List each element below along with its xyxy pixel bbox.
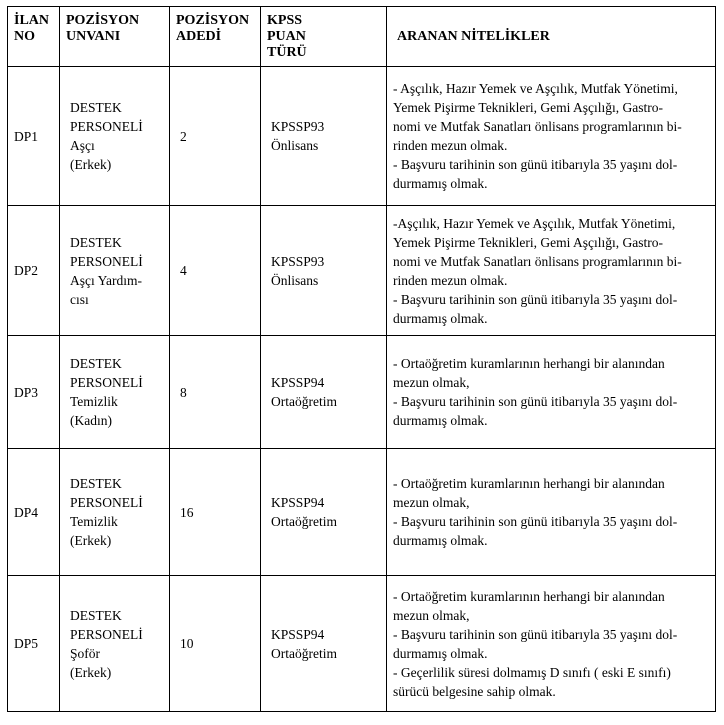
requirement-line: durmamış olmak. xyxy=(393,645,488,661)
ilan-no-cell: DP3 xyxy=(8,336,60,449)
pozisyon-unvani-cell xyxy=(60,336,170,449)
header-pozisyon-adedi: POZİSYON ADEDİ xyxy=(170,7,261,67)
requirement-line: mezun olmak, xyxy=(393,495,470,510)
pozisyon-adedi-cell: 16 xyxy=(170,449,261,576)
kpss-line: KPSSP93 xyxy=(271,119,325,134)
table-row xyxy=(8,206,716,336)
requirement-line: - Başvuru tarihinin son günü itibarıyla 35 yaşını dol- xyxy=(393,157,678,172)
requirement-line: durmamış olmak. xyxy=(393,413,488,428)
requirement-line: mezun olmak, xyxy=(393,607,470,623)
requirement-line: - Başvuru tarihinin son günü itibarıyla 35 yaşını dol- xyxy=(393,394,678,409)
unvan-line: PERSONELİ xyxy=(70,495,143,510)
pozisyon-unvani-cell xyxy=(60,67,170,206)
requirement-line: - Başvuru tarihinin son günü itibarıyla 35 yaşını dol- xyxy=(393,514,678,529)
requirement-line: - Başvuru tarihinin son günü itibarıyla 35 yaşını dol- xyxy=(393,626,678,642)
pozisyon-unvani-cell xyxy=(60,206,170,336)
kpss-puan-turu-cell xyxy=(261,67,387,206)
unvan-line: DESTEK xyxy=(70,607,122,623)
requirement-line: -Aşçılık, Hazır Yemek ve Aşçılık, Mutfak Yönetimi, xyxy=(393,215,676,231)
kpss-line: Önlisans xyxy=(271,138,319,153)
kpss-puan-turu-cell xyxy=(261,449,387,576)
header-aranan-nitelikler: ARANAN NİTELİKLER xyxy=(387,7,716,67)
kpss-line: KPSSP94 xyxy=(271,375,325,390)
table-row xyxy=(8,336,716,449)
unvan-line: DESTEK xyxy=(70,100,122,115)
ilan-no-cell: DP5 xyxy=(8,576,60,712)
kpss-line: Ortaöğretim xyxy=(271,394,337,409)
requirement-line: rinden mezun olmak. xyxy=(393,272,508,288)
table-row xyxy=(8,67,716,206)
ilan-no-cell: DP4 xyxy=(8,449,60,576)
requirement-line: durmamış olmak. xyxy=(393,310,488,326)
table-row xyxy=(8,449,716,576)
unvan-line: Aşçı xyxy=(70,138,95,153)
pozisyon-unvani-cell xyxy=(60,576,170,712)
unvan-line: DESTEK xyxy=(70,476,122,491)
requirement-line: sürücü belgesine sahip olmak. xyxy=(393,683,556,699)
requirement-line: - Ortaöğretim kuramlarının herhangi bir alanından xyxy=(393,356,665,371)
unvan-line: (Erkek) xyxy=(70,157,112,172)
unvan-line: DESTEK xyxy=(70,356,122,371)
unvan-line: Temizlik xyxy=(70,514,118,529)
aranan-nitelikler-cell xyxy=(387,336,716,449)
header-ilan-no: İLAN NO xyxy=(8,7,60,67)
requirement-line: rinden mezun olmak. xyxy=(393,138,508,153)
unvan-line: cısı xyxy=(70,291,89,307)
pozisyon-adedi-cell: 2 xyxy=(170,67,261,206)
requirement-line: - Ortaöğretim kuramlarının herhangi bir alanından xyxy=(393,588,665,604)
unvan-line: Temizlik xyxy=(70,394,118,409)
kpss-puan-turu-cell xyxy=(261,576,387,712)
aranan-nitelikler-cell xyxy=(387,67,716,206)
unvan-line: (Erkek) xyxy=(70,533,112,548)
unvan-line: PERSONELİ xyxy=(70,253,143,269)
unvan-line: PERSONELİ xyxy=(70,626,143,642)
header-kpss-puan-turu: KPSS PUAN TÜRÜ xyxy=(261,7,387,67)
requirement-line: durmamış olmak. xyxy=(393,176,488,191)
requirement-line: - Ortaöğretim kuramlarının herhangi bir alanından xyxy=(393,476,665,491)
ilan-no-cell: DP1 xyxy=(8,67,60,206)
kpss-line: KPSSP94 xyxy=(271,626,325,642)
aranan-nitelikler-cell xyxy=(387,576,716,712)
unvan-line: Aşçı Yardım- xyxy=(70,272,143,288)
unvan-line: PERSONELİ xyxy=(70,119,143,134)
kpss-line: Önlisans xyxy=(271,272,319,288)
aranan-nitelikler-cell xyxy=(387,206,716,336)
requirement-line: - Geçerlilik süresi dolmamış D sınıfı ( eski E sınıfı) xyxy=(393,664,671,680)
requirement-line: nomi ve Mutfak Sanatları önlisans programlarının bi- xyxy=(393,119,682,134)
kpss-line: KPSSP93 xyxy=(271,253,325,269)
pozisyon-adedi-cell: 8 xyxy=(170,336,261,449)
pozisyon-unvani-cell xyxy=(60,449,170,576)
unvan-line: PERSONELİ xyxy=(70,375,143,390)
requirement-line: mezun olmak, xyxy=(393,375,470,390)
positions-table xyxy=(7,6,716,712)
aranan-nitelikler-cell xyxy=(387,449,716,576)
header-pozisyon-unvani: POZİSYON UNVANI xyxy=(60,7,170,67)
pozisyon-adedi-cell: 4 xyxy=(170,206,261,336)
ilan-no-cell: DP2 xyxy=(8,206,60,336)
requirement-line: Yemek Pişirme Teknikleri, Gemi Aşçılığı, Gastro- xyxy=(393,234,664,250)
unvan-line: DESTEK xyxy=(70,234,122,250)
kpss-line: Ortaöğretim xyxy=(271,645,337,661)
requirement-line: durmamış olmak. xyxy=(393,533,488,548)
table-row xyxy=(8,576,716,712)
unvan-line: (Kadın) xyxy=(70,413,112,428)
kpss-puan-turu-cell xyxy=(261,336,387,449)
kpss-puan-turu-cell xyxy=(261,206,387,336)
pozisyon-adedi-cell: 10 xyxy=(170,576,261,712)
unvan-line: Şoför xyxy=(70,645,100,661)
kpss-line: Ortaöğretim xyxy=(271,514,337,529)
requirement-line: Yemek Pişirme Teknikleri, Gemi Aşçılığı, Gastro- xyxy=(393,100,664,115)
requirement-line: - Başvuru tarihinin son günü itibarıyla 35 yaşını dol- xyxy=(393,291,678,307)
requirement-line: nomi ve Mutfak Sanatları önlisans programlarının bi- xyxy=(393,253,682,269)
header-row xyxy=(8,7,716,67)
kpss-line: KPSSP94 xyxy=(271,495,325,510)
unvan-line: (Erkek) xyxy=(70,664,112,680)
requirement-line: - Aşçılık, Hazır Yemek ve Aşçılık, Mutfak Yönetimi, xyxy=(393,81,678,96)
